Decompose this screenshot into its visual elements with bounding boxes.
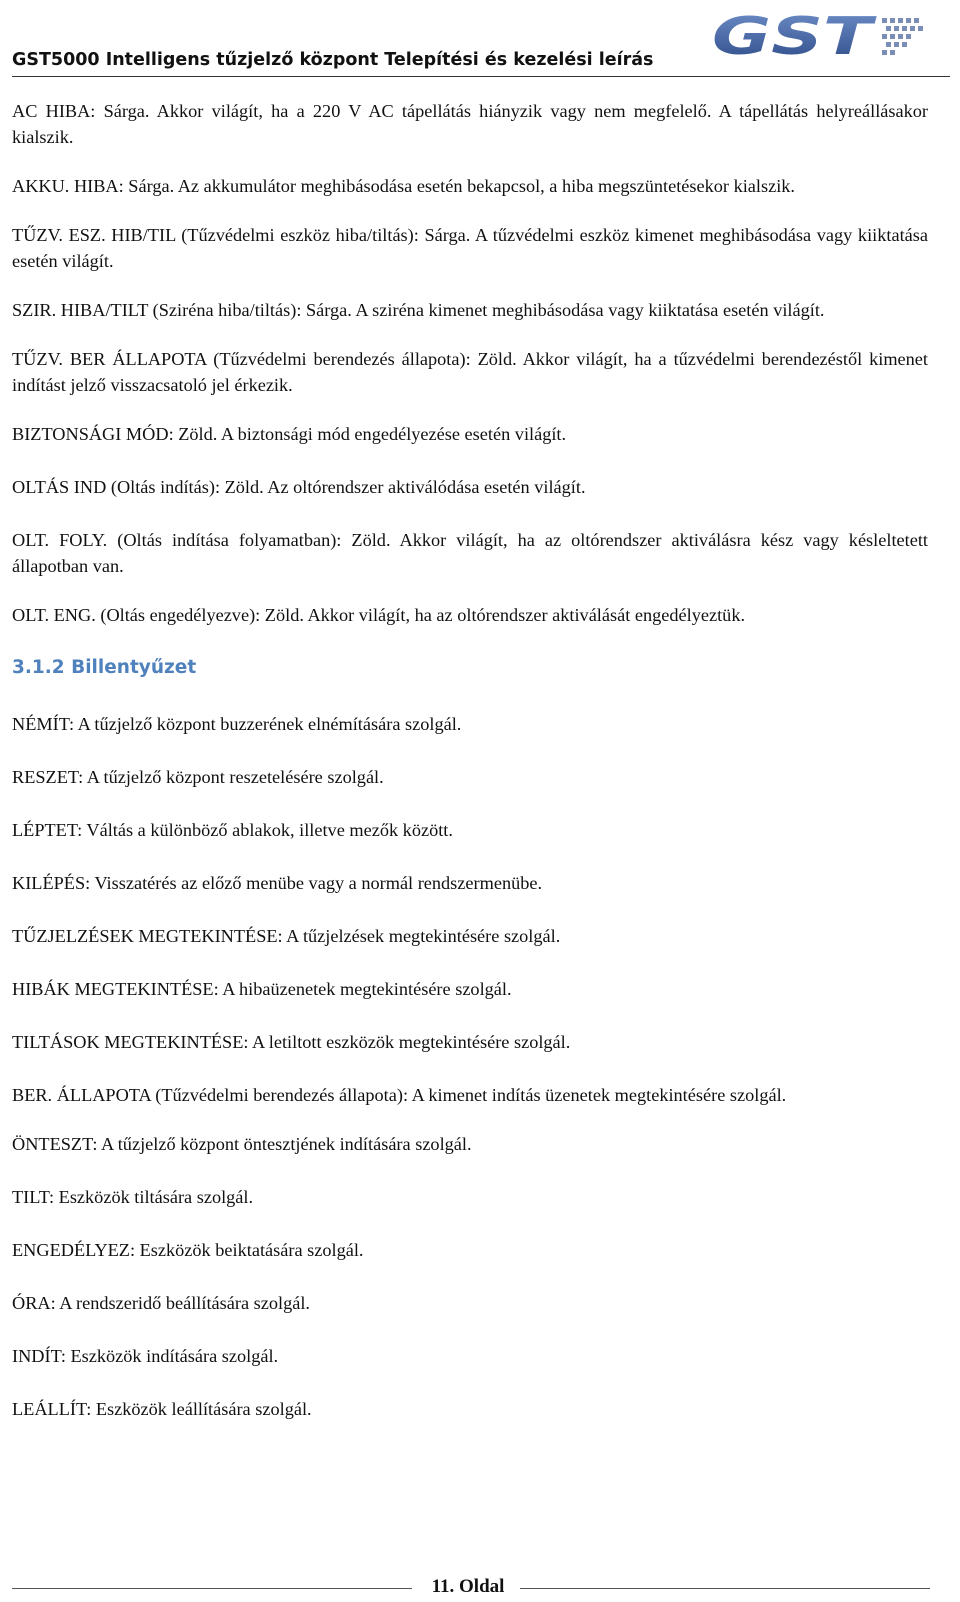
paragraph-olt-eng: OLT. ENG. (Oltás engedélyezve): Zöld. Akkor világít, ha az oltórendszer aktiválását engedélyeztük. [12,605,746,625]
key-indit: INDÍT: Eszközök indítására szolgál. [12,1346,279,1366]
page-body [12,98,928,1449]
page-header [12,8,952,80]
key-tuzjelzesek: TŰZJELZÉSEK MEGTEKINTÉSE: A tűzjelzések megtekintésére szolgál. [12,926,561,946]
key-kilepes: KILÉPÉS: Visszatérés az előző menübe vagy a normál rendszermenübe. [12,873,543,893]
paragraph-oltas-ind: OLTÁS IND (Oltás indítás): Zöld. Az oltórendszer aktiválódása esetén világít. [12,477,586,497]
key-onteszt: ÖNTESZT: A tűzjelző központ öntesztjének indítására szolgál. [12,1134,472,1154]
key-tilt: TILT: Eszközök tiltására szolgál. [12,1187,254,1207]
paragraph-tuzv-esz: TŰZV. ESZ. HIB/TIL (Tűzvédelmi eszköz hiba/tiltás): Sárga. A tűzvédelmi eszköz kimenet meghibásodása vagy kiiktatása esetén világít. [12,225,928,271]
page-number: 11. Oldal [431,1576,505,1597]
key-leallit: LEÁLLÍT: Eszközök leállítására szolgál. [12,1399,312,1419]
gst-logo [704,8,944,64]
key-ber-allapota: BER. ÁLLAPOTA (Tűzvédelmi berendezés állapota): A kimenet indítás üzenetek megtekintésére szolgál. [12,1085,787,1105]
key-engedelyez: ENGEDÉLYEZ: Eszközök beiktatására szolgál. [12,1240,364,1260]
paragraph-akku-hiba: AKKU. HIBA: Sárga. Az akkumulátor meghibásodása esetén bekapcsol, a hiba megszüntetésekor kialszik. [12,176,796,196]
paragraph-tuzv-ber: TŰZV. BER ÁLLAPOTA (Tűzvédelmi berendezés állapota): Zöld. Akkor világít, ha a tűzvédelmi berendezéstől kimenet indítást jelző visszacsatoló jel érkezik. [12,349,928,395]
paragraph-szir-hiba: SZIR. HIBA/TILT (Sziréna hiba/tiltás): Sárga. A sziréna kimenet meghibásodása vagy kiiktatása esetén világít. [12,300,825,320]
footer-rule-left [12,1588,412,1589]
page-footer [0,1560,960,1602]
logo-text: GST [712,8,877,64]
document-title: GST5000 Intelligens tűzjelző központ Telepítési és kezelési leírás [12,50,654,70]
key-reszet: RESZET: A tűzjelző központ reszetelésére szolgál. [12,767,384,787]
section-heading: 3.1.2 Billentyűzet [12,657,197,678]
paragraph-olt-foly: OLT. FOLY. (Oltás indítása folyamatban): Zöld. Akkor világít, ha az oltórendszer aktiválásra kész vagy késleltetett állapotban van. [12,530,928,576]
key-ora: ÓRA: A rendszeridő beállítására szolgál. [12,1293,310,1313]
key-nemit: NÉMÍT: A tűzjelző központ buzzerének elnémítására szolgál. [12,714,462,734]
header-divider [12,76,950,77]
footer-rule-right [520,1588,930,1589]
key-tiltasok: TILTÁSOK MEGTEKINTÉSE: A letiltott eszközök megtekintésére szolgál. [12,1032,571,1052]
key-leptet: LÉPTET: Váltás a különböző ablakok, illetve mezők között. [12,820,453,840]
key-hibak: HIBÁK MEGTEKINTÉSE: A hibaüzenetek megtekintésére szolgál. [12,979,512,999]
paragraph-ac-hiba: AC HIBA: Sárga. Akkor világít, ha a 220 V AC tápellátás hiányzik vagy nem megfelelő. A tápellátás helyreállásakor kialszik. [12,101,928,147]
paragraph-biztonsagi-mod: BIZTONSÁGI MÓD: Zöld. A biztonsági mód engedélyezése esetén világít. [12,424,567,444]
